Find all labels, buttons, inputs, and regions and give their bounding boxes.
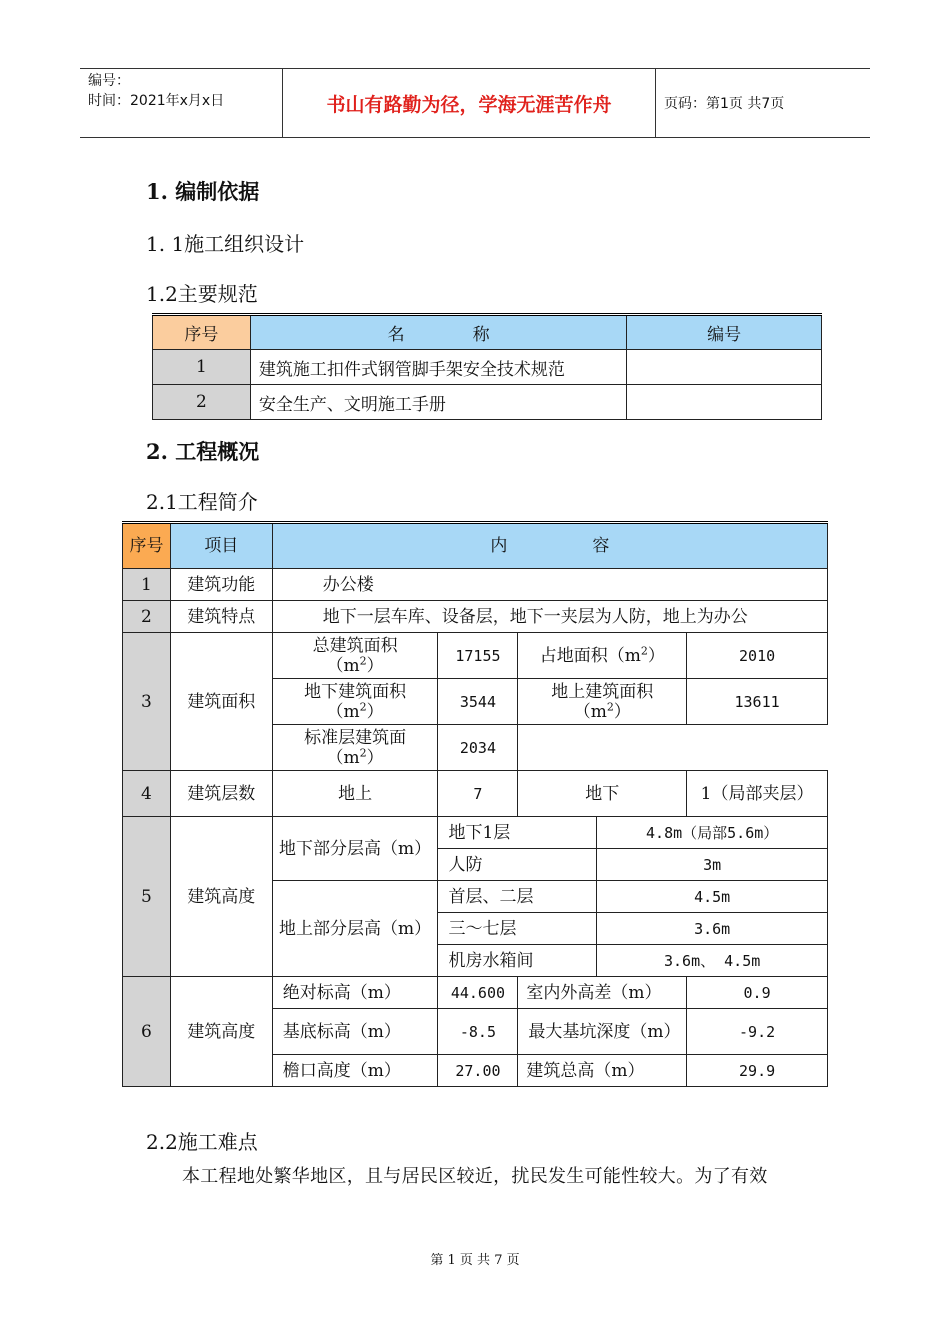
cell-label: 室内外高差（m） [518,977,687,1009]
cell-label: 机房水箱间 [438,945,597,977]
row-item: 建筑层数 [170,771,272,817]
cell-value: 3.6m [597,913,828,945]
section-2-2-title: 2.2施工难点 [146,1130,258,1154]
cell-label: 地下 [518,771,687,817]
row-no: 6 [123,977,171,1087]
row-content: 办公楼 [272,569,827,601]
cell-label: 基底标高（m） [272,1009,438,1055]
cell-label: 首层、二层 [438,881,597,913]
row-no: 1 [153,350,251,385]
cell-label: 地下1层 [438,817,597,849]
row-item: 建筑面积 [170,633,272,771]
group-label: 地上部分层高（m） [272,881,438,977]
page-header [80,68,870,138]
row-no: 5 [123,817,171,977]
cell-value: 7 [438,771,518,817]
cell-label: 建筑总高（m） [518,1055,687,1087]
cell-value: -9.2 [687,1009,828,1055]
table-row [123,569,828,601]
cell-value: 3m [597,849,828,881]
cell-label: 绝对标高（m） [272,977,438,1009]
header-item: 项目 [170,523,272,569]
cell-label: 三～七层 [438,913,597,945]
page-number: 页码：第1页 共7页 [664,96,785,112]
row-no: 2 [153,385,251,420]
table-row [153,350,822,385]
row-no: 1 [123,569,171,601]
table-row [123,977,828,1009]
header-meta [80,69,282,137]
body-paragraph: 本工程地处繁华地区，且与居民区较近，扰民发生可能性较大。为了有效 [182,1166,768,1187]
project-overview-table [122,521,828,1087]
cell-value: 0.9 [687,977,828,1009]
cell-value: 17155 [438,633,518,679]
cell-value: 1（局部夹层） [687,771,828,817]
row-item: 建筑功能 [170,569,272,601]
header-seq: 序号 [123,523,171,569]
header-content: 内 容 [272,523,827,569]
row-item: 建筑特点 [170,601,272,633]
cell-empty [518,725,828,771]
cell-label: 人防 [438,849,597,881]
cell-value: 3544 [438,679,518,725]
table-row [123,633,828,679]
header-name: 名 称 [250,315,626,350]
row-item: 建筑高度 [170,817,272,977]
table-row [123,771,828,817]
cell-value: 27.00 [438,1055,518,1087]
cell-value: 44.600 [438,977,518,1009]
number-label: 编号： [88,73,130,89]
row-no: 2 [123,601,171,633]
row-no: 4 [123,771,171,817]
table-row [123,601,828,633]
row-item: 建筑高度 [170,977,272,1087]
cell-label: 最大基坑深度（m） [518,1009,687,1055]
cell-value: 13611 [687,679,828,725]
page-footer: 第 1 页 共 7 页 [430,1253,520,1268]
cell-label: 地上建筑面积 $(m^2)$ [518,679,687,725]
cell-value: 3.6m、 4.5m [597,945,828,977]
section-2-title: 2. 工程概况 [146,439,260,464]
cell-value: 4.8m（局部5.6m） [597,817,828,849]
table-header-row [123,523,828,569]
row-name: 安全生产、文明施工手册 [250,385,626,420]
table-row [123,817,828,849]
row-code [627,350,822,385]
row-code [627,385,822,420]
cell-label: 地下建筑面积 $(m^2)$ [272,679,438,725]
specifications-table [152,313,822,420]
row-name: 建筑施工扣件式钢管脚手架安全技术规范 [250,350,626,385]
section-2-1-title: 2.1工程简介 [146,490,258,514]
cell-label: 檐口高度（m） [272,1055,438,1087]
cell-value: 2010 [687,633,828,679]
row-no: 3 [123,633,171,771]
header-code: 编号 [627,315,822,350]
cell-value: 2034 [438,725,518,771]
cell-label: 地上 [272,771,438,817]
time-label: 时间：2021年x月x日 [88,93,225,109]
cell-value: 29.9 [687,1055,828,1087]
cell-label: 总建筑面积 $(m^2)$ [272,633,438,679]
header-seq: 序号 [153,315,251,350]
group-label: 地下部分层高（m） [272,817,438,881]
table-header-row [153,315,822,350]
table-row [153,385,822,420]
cell-value: 4.5m [597,881,828,913]
section-1-1-title: 1. 1施工组织设计 [146,232,305,256]
cell-label: 占地面积$(m^2)$ [518,633,687,679]
cell-value: -8.5 [438,1009,518,1055]
cell-label: 标准层建筑面 $(m^2)$ [272,725,438,771]
section-1-2-title: 1.2主要规范 [146,282,258,306]
row-content: 地下一层车库、设备层，地下一夹层为人防，地上为办公 [272,601,827,633]
header-motto: 书山有路勤为径，学海无涯苦作舟 [282,69,656,137]
section-1-title: 1. 编制依据 [146,179,260,204]
